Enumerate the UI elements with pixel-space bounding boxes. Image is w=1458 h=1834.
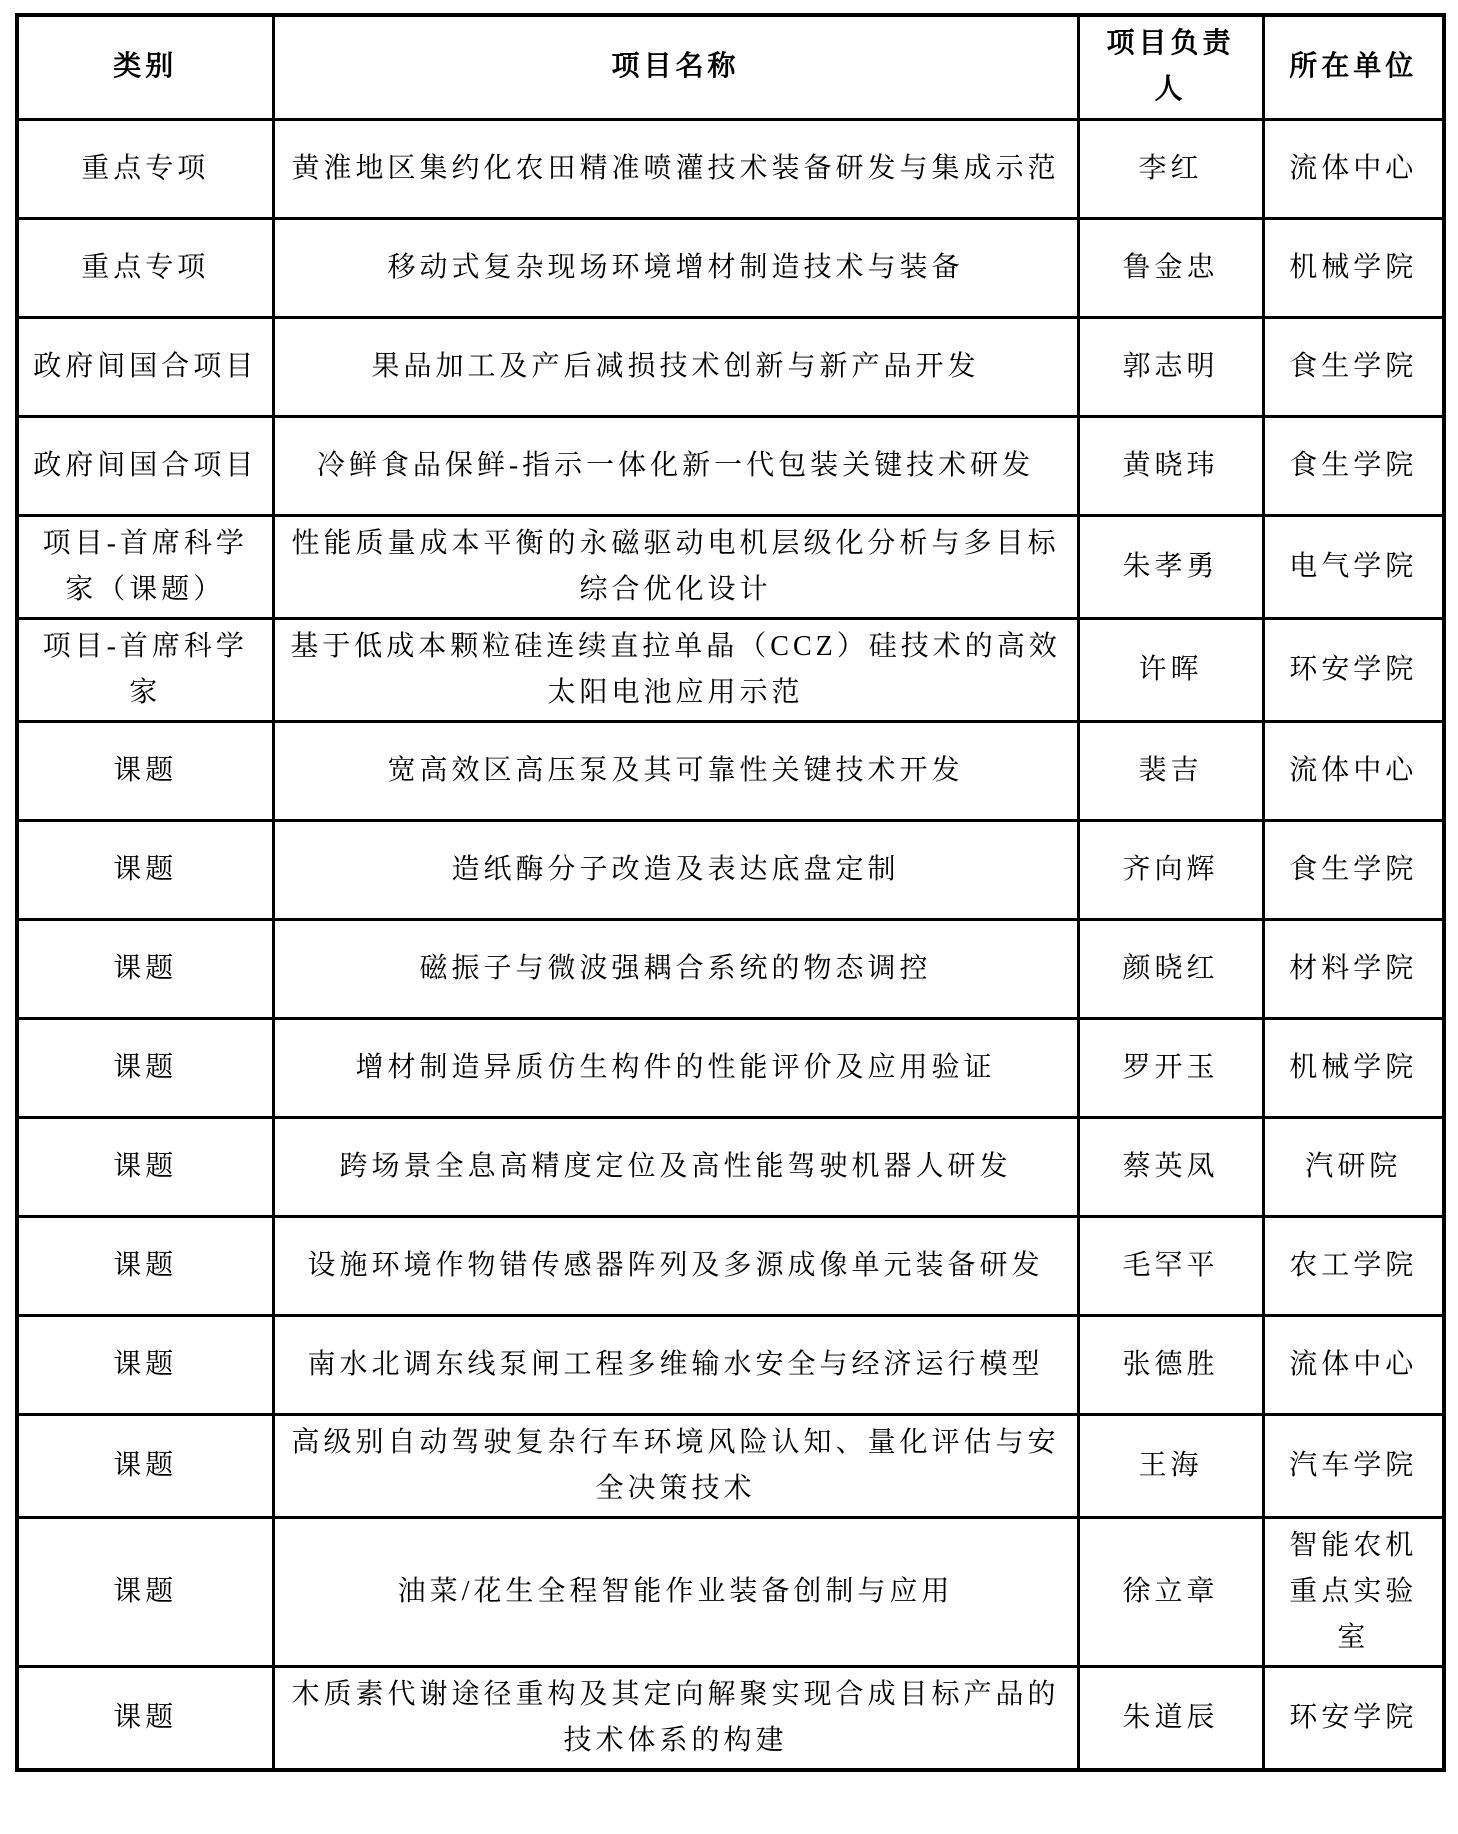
column-header-project-name: 项目名称 xyxy=(273,15,1078,119)
cell-leader: 罗开玉 xyxy=(1078,1018,1263,1117)
table-row xyxy=(17,515,1444,618)
cell-project-name: 宽高效区高压泵及其可靠性关键技术开发 xyxy=(273,721,1078,820)
cell-project-name: 跨场景全息高精度定位及高性能驾驶机器人研发 xyxy=(273,1117,1078,1216)
column-header-leader: 项目负责人 xyxy=(1078,15,1263,119)
cell-category: 课题 xyxy=(17,1018,273,1117)
cell-leader: 张德胜 xyxy=(1078,1315,1263,1414)
table-row xyxy=(17,1315,1444,1414)
cell-leader: 徐立章 xyxy=(1078,1517,1263,1666)
cell-project-name: 木质素代谢途径重构及其定向解聚实现合成目标产品的技术体系的构建 xyxy=(273,1666,1078,1770)
cell-category: 课题 xyxy=(17,820,273,919)
cell-project-name: 黄淮地区集约化农田精准喷灌技术装备研发与集成示范 xyxy=(273,119,1078,218)
table-row xyxy=(17,416,1444,515)
cell-category: 课题 xyxy=(17,1517,273,1666)
table-body xyxy=(17,119,1444,1770)
cell-unit: 环安学院 xyxy=(1263,618,1444,721)
cell-unit: 流体中心 xyxy=(1263,119,1444,218)
cell-project-name: 增材制造异质仿生构件的性能评价及应用验证 xyxy=(273,1018,1078,1117)
table-row xyxy=(17,1018,1444,1117)
cell-leader: 朱道辰 xyxy=(1078,1666,1263,1770)
table-row xyxy=(17,1666,1444,1770)
table-row xyxy=(17,317,1444,416)
cell-category: 重点专项 xyxy=(17,119,273,218)
cell-project-name: 冷鲜食品保鲜-指示一体化新一代包装关键技术研发 xyxy=(273,416,1078,515)
cell-leader: 王海 xyxy=(1078,1414,1263,1517)
cell-leader: 裴吉 xyxy=(1078,721,1263,820)
cell-unit: 电气学院 xyxy=(1263,515,1444,618)
cell-project-name: 基于低成本颗粒硅连续直拉单晶（CCZ）硅技术的高效太阳电池应用示范 xyxy=(273,618,1078,721)
table-row xyxy=(17,1517,1444,1666)
cell-category: 项目-首席科学家 xyxy=(17,618,273,721)
cell-category: 重点专项 xyxy=(17,218,273,317)
cell-leader: 鲁金忠 xyxy=(1078,218,1263,317)
cell-leader: 许晖 xyxy=(1078,618,1263,721)
cell-unit: 机械学院 xyxy=(1263,1018,1444,1117)
table-row xyxy=(17,1216,1444,1315)
cell-unit: 机械学院 xyxy=(1263,218,1444,317)
table-row xyxy=(17,618,1444,721)
cell-leader: 齐向辉 xyxy=(1078,820,1263,919)
cell-category: 课题 xyxy=(17,1315,273,1414)
table-row xyxy=(17,1414,1444,1517)
cell-leader: 蔡英凤 xyxy=(1078,1117,1263,1216)
table-header xyxy=(17,15,1444,119)
header-row xyxy=(17,15,1444,119)
cell-unit: 汽研院 xyxy=(1263,1117,1444,1216)
cell-project-name: 设施环境作物错传感器阵列及多源成像单元装备研发 xyxy=(273,1216,1078,1315)
cell-category: 课题 xyxy=(17,1666,273,1770)
cell-unit: 农工学院 xyxy=(1263,1216,1444,1315)
cell-unit: 流体中心 xyxy=(1263,721,1444,820)
cell-category: 课题 xyxy=(17,1414,273,1517)
cell-leader: 颜晓红 xyxy=(1078,919,1263,1018)
table-row xyxy=(17,721,1444,820)
cell-leader: 李红 xyxy=(1078,119,1263,218)
table-row xyxy=(17,218,1444,317)
cell-unit: 食生学院 xyxy=(1263,416,1444,515)
cell-project-name: 磁振子与微波强耦合系统的物态调控 xyxy=(273,919,1078,1018)
cell-category: 项目-首席科学家（课题） xyxy=(17,515,273,618)
cell-category: 政府间国合项目 xyxy=(17,317,273,416)
projects-table xyxy=(15,13,1446,1772)
cell-project-name: 高级别自动驾驶复杂行车环境风险认知、量化评估与安全决策技术 xyxy=(273,1414,1078,1517)
cell-project-name: 果品加工及产后减损技术创新与新产品开发 xyxy=(273,317,1078,416)
cell-leader: 毛罕平 xyxy=(1078,1216,1263,1315)
table-row xyxy=(17,1117,1444,1216)
cell-unit: 食生学院 xyxy=(1263,317,1444,416)
table-row xyxy=(17,119,1444,218)
table-row xyxy=(17,919,1444,1018)
column-header-category: 类别 xyxy=(17,15,273,119)
cell-unit: 汽车学院 xyxy=(1263,1414,1444,1517)
cell-unit: 材料学院 xyxy=(1263,919,1444,1018)
cell-category: 课题 xyxy=(17,919,273,1018)
cell-category: 政府间国合项目 xyxy=(17,416,273,515)
cell-leader: 朱孝勇 xyxy=(1078,515,1263,618)
cell-unit: 流体中心 xyxy=(1263,1315,1444,1414)
cell-project-name: 油菜/花生全程智能作业装备创制与应用 xyxy=(273,1517,1078,1666)
cell-category: 课题 xyxy=(17,1117,273,1216)
cell-unit: 智能农机重点实验室 xyxy=(1263,1517,1444,1666)
cell-project-name: 移动式复杂现场环境增材制造技术与装备 xyxy=(273,218,1078,317)
cell-category: 课题 xyxy=(17,1216,273,1315)
cell-project-name: 南水北调东线泵闸工程多维输水安全与经济运行模型 xyxy=(273,1315,1078,1414)
cell-unit: 食生学院 xyxy=(1263,820,1444,919)
cell-unit: 环安学院 xyxy=(1263,1666,1444,1770)
table-row xyxy=(17,820,1444,919)
cell-project-name: 造纸酶分子改造及表达底盘定制 xyxy=(273,820,1078,919)
cell-category: 课题 xyxy=(17,721,273,820)
column-header-unit: 所在单位 xyxy=(1263,15,1444,119)
cell-project-name: 性能质量成本平衡的永磁驱动电机层级化分析与多目标综合优化设计 xyxy=(273,515,1078,618)
cell-leader: 黄晓玮 xyxy=(1078,416,1263,515)
cell-leader: 郭志明 xyxy=(1078,317,1263,416)
